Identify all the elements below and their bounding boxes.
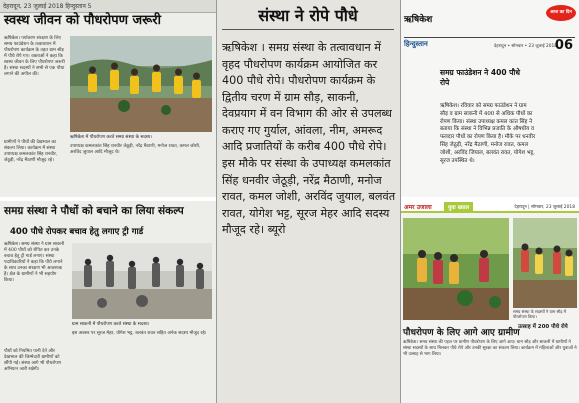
page-number: 06 xyxy=(554,38,573,53)
city-edition-title: ऋषिकेश xyxy=(404,15,433,25)
clipping-column-1: ऋषिकेश। समग्र संस्था ने ग्राम साकनी में 400 पौधों को रोपित कर उनके बचाव हेतु ट्री गार्ड लगाए। संस्था पदाधिकारियों ने कहा कि पौधे लगाने के साथ उनका संरक्षण भी आवश्यक है। क्षेत्र के ग्रामीणों ने भी सहयोग किया। xyxy=(4,242,65,284)
photo-caption: ऋषिकेश में पौधरोपण करते समग्र संस्था के सदस्य। xyxy=(70,135,152,140)
planting-photo xyxy=(513,218,577,308)
clipping-amar-ujala xyxy=(400,201,579,403)
headline-rule xyxy=(222,29,394,30)
planting-photo xyxy=(70,36,212,132)
masthead-rule xyxy=(404,37,575,38)
photo-caption: समग्र संस्था के सदस्यों ने ग्राम सौड़ में पौधरोपण किया। xyxy=(513,309,567,319)
clipping-headline: पौधरोपण के लिए आगे आए ग्रामीण xyxy=(403,328,520,338)
clipping-sankalp xyxy=(0,201,216,403)
clipping-headline: स्वस्थ जीवन को पौधरोपण जरूरी xyxy=(4,13,161,28)
clipping-headline: समग्र संस्था ने पौधों को बचाने का लिया संकल्प xyxy=(4,205,184,217)
edition-date: देहरादून • सोमवार • 23 जुलाई 2018 xyxy=(494,44,557,49)
clipping-subheadline: उत्साह में 200 पौधे रोपे xyxy=(518,324,568,330)
clipping-divider xyxy=(216,0,217,403)
section-label: युवा ख्याल xyxy=(444,202,473,212)
clipping-sanstha-ne-rope-paudhe xyxy=(216,0,400,403)
clipping-hindustan-page xyxy=(400,0,579,197)
clipping-swasth-jeevan xyxy=(0,0,216,197)
photo-caption: ग्राम साकनी में पौधरोपण करते संस्था के सदस्य। xyxy=(72,322,150,327)
clipping-headline: संस्था ने रोपे पौधे xyxy=(258,6,358,25)
edition-badge: आज का दिन xyxy=(546,5,576,21)
clipping-column-2: ग्रामीणों ने पौधों की देखभाल का संकल्प लिया। कार्यक्रम में संस्था उपाध्यक्ष कमलकांत सिंह धनवीर, जेठूड़ी, नरेंद्र मैठाणी मौजूद रहे। xyxy=(4,140,58,164)
clipping-body: ऋषिकेश। समग्र संस्था की पहल पर ग्रामीण पौधरोपण के लिए आगे आए। ग्राम सौड़ और साकनी में ग्रामीणों ने संस्था सदस्यों के साथ मिलकर पौधे रोपे और उनकी सुरक्षा का संकल्प लिया। कार्यक्रम में महिलाओं और युवाओं ने भी उत्साह से भाग लिया। xyxy=(403,340,577,358)
clipping-masthead: देहरादून, 23 जुलाई 2018 हिन्दुस्तान 5 xyxy=(0,0,216,13)
clipping-headline: समग्र फाउंडेशन ने 400 पौधे रोपे xyxy=(440,68,520,87)
clipping-column-1: ऋषिकेश। पर्यावरण संरक्षण के लिए समग्र फाउंडेशन के तत्वावधान में पौधरोपण कार्यक्रम के तहत ग्राम सौड़ में पौधे रोपे गए। वक्ताओं ने कहा कि स्वस्थ जीवन के लिए पौधरोपण जरूरी है। संस्था सदस्यों ने सभी से एक पौधा लगाने की अपील की। xyxy=(4,36,65,78)
clipping-column-3: उपाध्यक्ष कमलकांत सिंह धनवीर जेठूड़ी, नरेंद्र मैठाणी, मनोज रावत, कमल जोशी, अरविंद जुयाल आदि मौजूद थे। xyxy=(70,144,201,156)
planting-photo xyxy=(72,243,212,319)
clipping-column-3: इस अवसर पर सूरज मेहर, योगेश भट्ट, बलवंत रावत सहित अनेक सदस्य मौजूद रहे। xyxy=(72,331,207,336)
clipping-column-2: पौधों को नियमित पानी देने और देखभाल की जिम्मेदारी ग्रामीणों को सौंपी गई। संस्था आगे भी पौधरोपण अभियान जारी रखेगी। xyxy=(4,349,62,373)
clipping-divider xyxy=(400,0,401,403)
clipping-body: ऋषिकेश । समग्र संस्था के तत्वावधान में वृहद पौधरोपण कार्यक्रम आयोजित कर 400 पौधे रोपे। पौधरोपण कार्यक्रम के द्वितीय चरण में ग्राम सौड़, साकनी, देवप्रयाग में वन विभाग की ओर से उपलब्ध कराए गए गुर्याल, आंवला, नीम, अमरूद आदि प्रजातियों के करीब 400 पौधे रोपे। इस मौके पर संस्था के उपाध्यक्ष कमलकांत सिंह धनवीर जेठूड़ी, नरेंद्र मैठाणी, मनोज रावत, कमल जोशी, अरविंद जुयाल, बलवंत रावत, योगेश भट्ट, सूरज मेहर आदि सदस्य मौजूद रहे। ब्यूरो xyxy=(222,41,396,237)
edition-date: देहरादून | सोमवार, 23 जुलाई 2018 xyxy=(514,205,575,210)
clipping-body: ऋषिकेश। रविवार को समग्र फाउंडेशन ने ग्राम सौड़ व ग्राम साकनी में 400 से अधिक पौधों का रोपण किया। संस्था उपाध्यक्ष कमल कांत सिंह ने बताया कि संस्था ने विभिन्न प्रजाति के औषधीय व फलदार पौधों का रोपण किया है। मौके पर धनवीर सिंह जेठूड़ी, नरेंद्र मैठाणी, मनोज रावत, कमल जोशी, अरविंद जियाल, बलवंत रावत, योगेश भट्ट, सूरज उपस्थित थे। xyxy=(440,103,536,164)
planting-photo xyxy=(403,218,509,320)
clipping-subheadline: 400 पौधे रोपकर बचाव हेतु लगाए ट्री गार्ड xyxy=(10,227,144,237)
newspaper-name: हिन्दुस्तान xyxy=(404,40,428,48)
newspaper-name: अमर उजाला xyxy=(404,204,432,211)
